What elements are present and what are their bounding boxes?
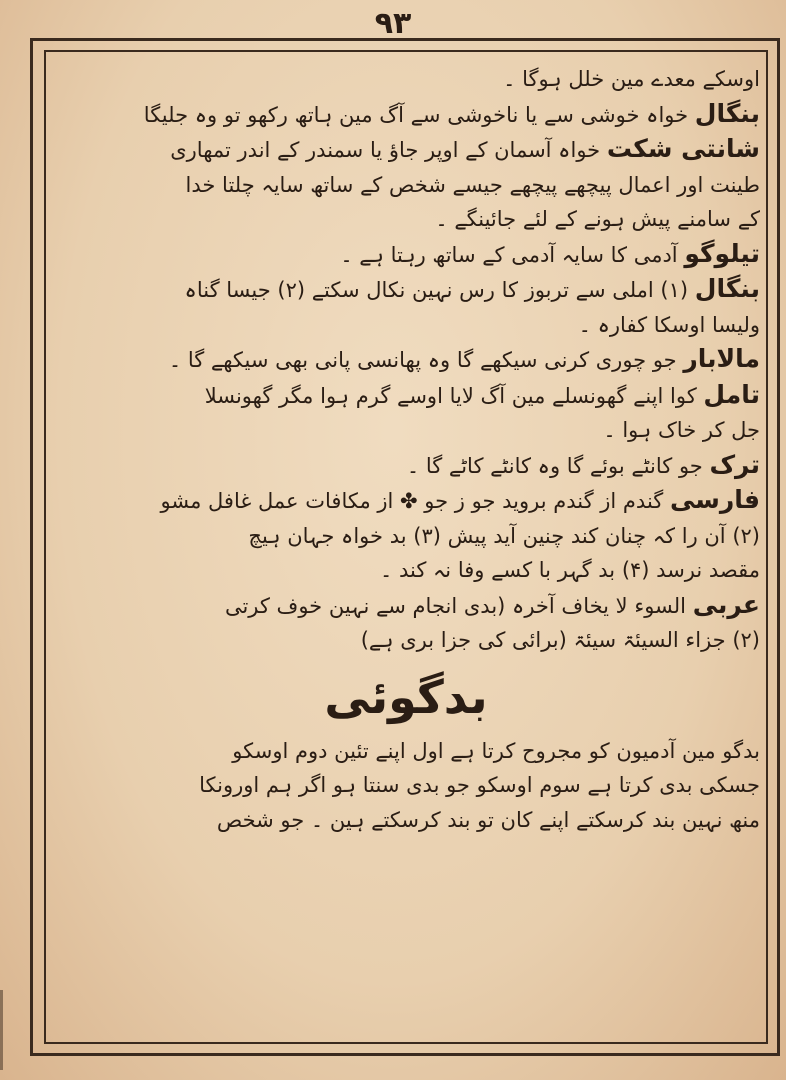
- line-text: جو چوری کرنی سیکھے گا وہ پھانسی پانی بھی سیکھے گا ۔: [168, 348, 684, 372]
- text-line: [52, 308, 760, 343]
- paragraph-section: [52, 734, 760, 838]
- text-line: [52, 768, 760, 803]
- text-line: [52, 588, 760, 624]
- line-text: آدمی کا سایہ آدمی کے ساتھ رہتا ہے ۔: [340, 242, 685, 267]
- line-text: اوسکے معدے مین خلل ہوگا ۔: [503, 67, 760, 91]
- language-keyword: تیلوگو: [684, 238, 760, 268]
- line-text: (۱) املی سے تربوز کا رس نہین نکال سکتے (۲) جیسا گناہ: [184, 278, 695, 302]
- text-line: [52, 342, 760, 378]
- line-text: (۲) جزاء السیئۃ سیئۃ (برائی کی جزا بری ہے): [360, 628, 760, 652]
- line-text: جسکی بدی کرتا ہے سوم اوسکو جو بدی سنتا ہو اگر ہم اورونکا: [199, 773, 760, 797]
- language-keyword: فارسی: [669, 485, 760, 514]
- line-text: خواہ آسمان کے اوپر جاؤ یا سمندر کے اندر تمھاری: [170, 138, 607, 162]
- language-keyword: ترک: [709, 449, 760, 479]
- line-text: مقصد نرسد (۴) بد گہر با کسے وفا نہ کند ۔: [379, 558, 760, 582]
- line-text: کوا اپنے گھونسلے مین آگ لایا اوسے گرم ہوا مگر گھونسلا: [204, 383, 704, 408]
- language-keyword: مالابار: [683, 344, 760, 373]
- line-text: السوء لا یخاف آخرہ (بدی انجام سے نہین خوف کرتی: [224, 593, 693, 618]
- text-line: [52, 553, 760, 588]
- line-text: خواہ خوشی سے یا ناخوشی سے آگ مین ہاتھ رکھو تو وہ جلیگا: [143, 102, 695, 127]
- language-keyword: بنگال: [694, 98, 760, 128]
- line-text: (۲) آن را کہ چنان کند چنین آید پیش (۳) بد خواہ جہان ہیچ: [248, 523, 760, 548]
- text-line: [52, 803, 760, 838]
- text-line: [52, 483, 760, 519]
- text-line: [52, 734, 760, 769]
- page-body: [52, 62, 760, 1042]
- margin-mark: [0, 990, 3, 1070]
- line-text: کے سامنے پیش ہونے کے لئے جائینگے ۔: [435, 207, 760, 231]
- text-line: [52, 378, 760, 414]
- line-text: منھ نہین بند کرسکتے اپنے کان تو بند کرسکتے ہین ۔ جو شخص: [216, 807, 760, 832]
- text-line: [52, 272, 760, 308]
- language-keyword: تامل: [703, 379, 760, 409]
- text-line: [52, 519, 760, 554]
- line-text: جل کر خاک ہوا ۔: [603, 418, 760, 442]
- text-line: [52, 168, 760, 203]
- line-text: گندم از گندم بروید جو ز جو ✤ از مکافات عمل غافل مشو: [160, 489, 670, 513]
- language-keyword: عربی: [692, 589, 760, 619]
- language-keyword: شانتی شکت: [606, 134, 760, 163]
- language-keyword: بنگال: [694, 274, 760, 303]
- text-line: [52, 97, 760, 133]
- text-line: [52, 448, 760, 484]
- text-line: [52, 623, 760, 658]
- section-heading: بدگوئی: [324, 669, 488, 724]
- proverbs-section: [52, 62, 760, 658]
- line-text: جو کانٹے بوئے گا وہ کانٹے کاٹے گا ۔: [406, 453, 710, 478]
- text-line: [52, 62, 760, 97]
- text-line: [52, 237, 760, 273]
- page-number: ۹۳: [374, 6, 412, 41]
- line-text: بدگو مین آدمیون کو مجروح کرتا ہے اول اپنے تئین دوم اوسکو: [232, 738, 760, 763]
- text-line: [52, 202, 760, 237]
- text-line: [52, 132, 760, 168]
- text-line: [52, 413, 760, 448]
- line-text: ولیسا اوسکا کفارہ ۔: [578, 312, 760, 337]
- line-text: طینت اور اعمال پیچھے پیچھے جیسے شخص کے ساتھ سایہ چلتا خدا: [185, 172, 760, 197]
